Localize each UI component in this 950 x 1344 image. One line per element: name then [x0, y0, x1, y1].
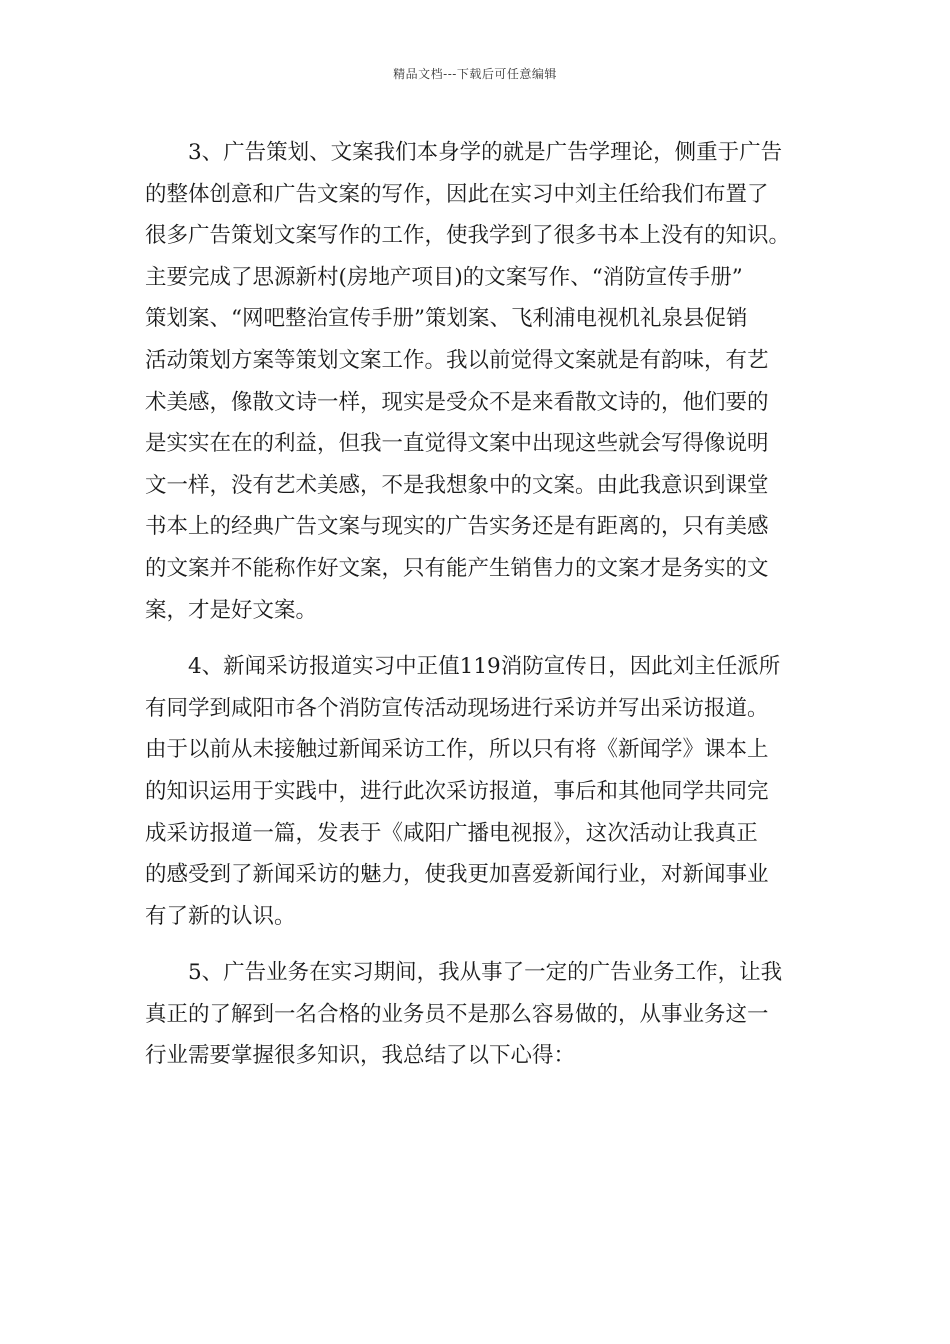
text-line: 主要完成了思源新村(房地产项目)的文案写作、“消防宣传手册”: [145, 264, 743, 290]
text-line: 有同学到咸阳市各个消防宣传活动现场进行采访并写出采访报道。: [145, 695, 769, 721]
paragraph-gap: [145, 631, 825, 646]
paragraph-5-advertising-business: [145, 952, 825, 1077]
text-line: 由于以前从未接触过新闻采访工作，所以只有将《新闻学》课本上: [145, 737, 769, 763]
text-line: 5、广告业务在实习期间，我从事了一定的广告业务工作，让我: [145, 960, 783, 986]
document-body: [145, 132, 825, 1077]
text-line: 很多广告策划文案写作的工作，使我学到了很多书本上没有的知识。: [145, 223, 791, 249]
text-line: 的整体创意和广告文案的写作，因此在实习中刘主任给我们布置了: [145, 181, 769, 207]
text-line: 3、广告策划、文案我们本身学的就是广告学理论，侧重于广告: [145, 140, 783, 165]
text-line: 4、新闻采访报道实习中正值119消防宣传日，因此刘主任派所: [145, 654, 781, 680]
text-line: 是实实在在的利益，但我一直觉得文案中出现这些就会写得像说明: [145, 431, 769, 457]
page-header: 精品文档---下载后可任意编辑: [393, 67, 557, 81]
text-line: 的文案并不能称作好文案，只有能产生销售力的文案才是务实的文: [145, 555, 769, 581]
text-line: 术美感，像散文诗一样，现实是受众不是来看散文诗的，他们要的: [145, 389, 769, 415]
text-line: 真正的了解到一名合格的业务员不是那么容易做的，从事业务这一: [145, 1001, 769, 1027]
text-line: 的知识运用于实践中，进行此次采访报道，事后和其他同学共同完: [145, 778, 769, 804]
text-line: 案，才是好文案。: [145, 597, 318, 623]
text-line: 活动策划方案等策划文案工作。我以前觉得文案就是有韵味，有艺: [145, 347, 769, 373]
text-line: 成采访报道一篇，发表于《咸阳广播电视报》，这次活动让我真正: [145, 820, 758, 846]
paragraph-3-advertising-planning: [145, 132, 825, 631]
text-line: 文一样，没有艺术美感，不是我想象中的文案。由此我意识到课堂: [145, 472, 769, 498]
text-line: 行业需要掌握很多知识，我总结了以下心得：: [145, 1043, 576, 1069]
paragraph-4-news-reporting: [145, 646, 825, 937]
text-line: 书本上的经典广告文案与现实的广告实务还是有距离的，只有美感: [145, 514, 769, 540]
text-line: 的感受到了新闻采访的魅力，使我更加喜爱新闻行业，对新闻事业: [145, 862, 769, 888]
text-line: 有了新的认识。: [145, 903, 296, 929]
paragraph-gap: [145, 937, 825, 952]
text-line: 策划案、“网吧整治宣传手册”策划案、飞利浦电视机礼泉县促销: [145, 306, 748, 332]
